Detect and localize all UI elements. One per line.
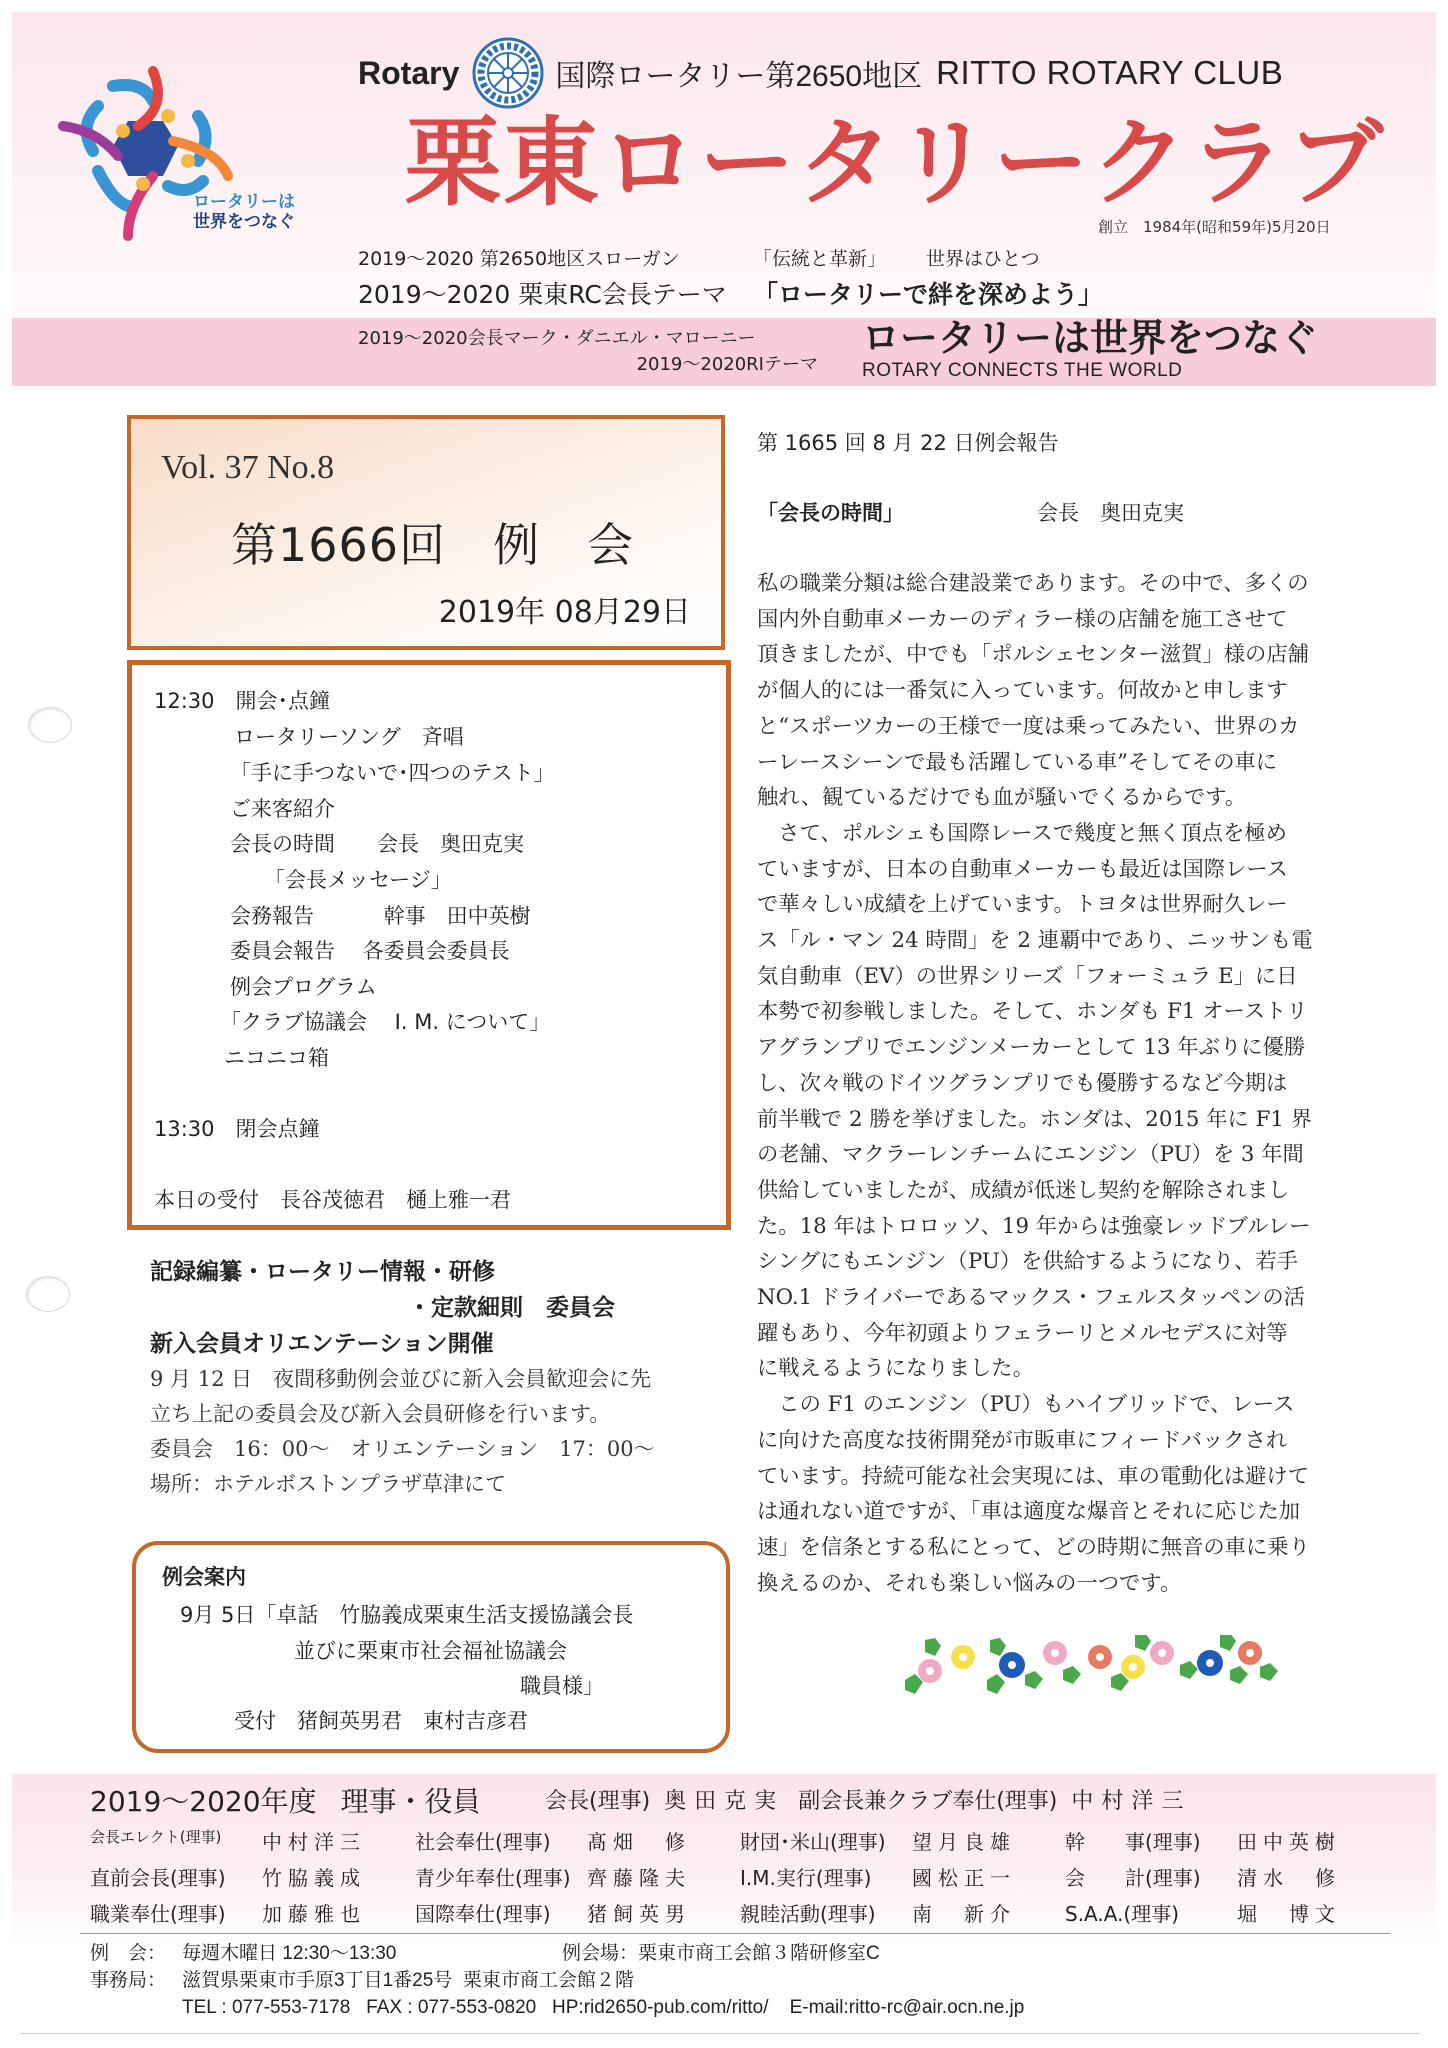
volume-number: Vol. 37 No.8 bbox=[161, 449, 335, 486]
officer-role: 青少年奉仕(理事) bbox=[415, 1865, 571, 1890]
report-line: の老舗、マクラーレンチームにエンジン（PU）を 3 年間 bbox=[757, 1142, 1304, 1168]
officer-role: 副会長兼クラブ奉仕(理事) bbox=[798, 1789, 1058, 1814]
officer-entry bbox=[90, 1898, 415, 1927]
committee-notice bbox=[150, 1254, 730, 1502]
officer-role: 社会奉仕(理事) bbox=[415, 1829, 551, 1854]
officer-name: 中村洋三 bbox=[1071, 1789, 1192, 1814]
logo-caption-line1: ロータリーは bbox=[193, 192, 295, 212]
punch-hole bbox=[28, 707, 72, 743]
ri-president: 2019～2020会長マーク・ダニエル・マローニー bbox=[358, 328, 756, 349]
guide-title: 例会案内 bbox=[162, 1565, 246, 1589]
divider bbox=[20, 2033, 1420, 2034]
report-subheading bbox=[757, 497, 1184, 527]
meeting-value: 毎週木曜日 12:30～13:30 bbox=[182, 1943, 397, 1964]
club-name-en: RITTO ROTARY CLUB bbox=[936, 54, 1284, 91]
report-body bbox=[757, 566, 1372, 1601]
officer-name: 南 新介 bbox=[912, 1901, 1016, 1926]
committee-text: 9 月 12 日 夜間移動例会並びに新入会員歓迎会に先 bbox=[150, 1367, 652, 1391]
section-title: 「会長の時間」 bbox=[757, 501, 904, 525]
committee-text: 立ち上記の委員会及び新入会員研修を行います。 bbox=[150, 1402, 611, 1426]
report-line: 気自動車（EV）の世界シリーズ「フォーミュラ E」に日 bbox=[757, 963, 1298, 989]
office-label: 事務局： bbox=[90, 1970, 167, 1991]
program-row: ご来客紹介 bbox=[230, 797, 335, 821]
speaker: 会長 奥田克実 bbox=[1037, 501, 1184, 525]
officer-entry bbox=[740, 1862, 1065, 1891]
program-box bbox=[127, 660, 731, 1230]
contact-row bbox=[90, 1994, 1024, 2021]
committee-heading: ・定款細則 委員会 bbox=[408, 1295, 615, 1321]
venue-value: 栗東市商工会館３階研修室C bbox=[638, 1943, 880, 1964]
office-value: 滋賀県栗東市手原3丁目1番25号 栗東市商工会館２階 bbox=[182, 1970, 634, 1991]
club-identity-line bbox=[358, 36, 1283, 110]
ri-theme-jp: ロータリーは世界をつなぐ bbox=[862, 316, 1319, 360]
district-slogan-value2: 世界はひとつ bbox=[926, 248, 1040, 270]
report-line: 私の職業分類は総合建設業であります。その中で、多くの bbox=[757, 571, 1309, 596]
officers-row bbox=[90, 1858, 1390, 1894]
club-title: 栗東ロータリークラブ bbox=[405, 107, 1385, 219]
officer-name: 國松正一 bbox=[912, 1865, 1016, 1890]
report-line: 頂きましたが、中でも「ポルシェセンター滋賀」様の店舗 bbox=[757, 642, 1309, 668]
issue-box bbox=[127, 415, 725, 650]
officer-role: 国際奉仕(理事) bbox=[415, 1901, 551, 1926]
report-line: 触れ、観ているだけでも血が騒いでくるからです。 bbox=[757, 785, 1247, 811]
logo-caption-line2: 世界をつなぐ bbox=[193, 212, 295, 232]
program-row: 会務報告 幹事 田中英樹 bbox=[230, 904, 531, 928]
officer-entry bbox=[90, 1862, 415, 1891]
program-row: ニコニコ箱 bbox=[224, 1046, 329, 1070]
report-line: に戦えるようになりました。 bbox=[757, 1356, 1034, 1382]
program-row: 「会長メッセージ」 bbox=[264, 868, 452, 892]
guide-reception: 受付 猪飼英男君 東村吉彦君 bbox=[234, 1709, 528, 1733]
officer-name: 望月良雄 bbox=[912, 1829, 1016, 1854]
officer-role: 直前会長(理事) bbox=[90, 1865, 226, 1890]
report-line: アグランプリでエンジンメーカーとして 13 年ぶりに優勝 bbox=[757, 1035, 1306, 1061]
guide-line: 並びに栗東市社会福祉協議会 bbox=[294, 1639, 567, 1663]
officer-role: I.M.実行(理事) bbox=[740, 1865, 872, 1890]
report-line: 前半戦で 2 勝を挙げました。ホンダは、2015 年に F1 界 bbox=[757, 1106, 1313, 1132]
committee-text: 委員会 16：00～ オリエンテーション 17：00～ bbox=[150, 1437, 655, 1461]
report-line: ていますが、日本の自動車メーカーも最近は国際レース bbox=[757, 856, 1288, 882]
program-row: 「手に手つないで･四つのテスト」 bbox=[230, 761, 555, 785]
committee-text: 場所：ホテルボストンプラザ草津にて bbox=[150, 1472, 506, 1496]
district-slogan-label: 2019～2020 第2650地区スローガン bbox=[358, 248, 680, 270]
district-slogan-row bbox=[358, 244, 1040, 271]
meeting-guide-box bbox=[132, 1541, 730, 1753]
officer-name: 清水 修 bbox=[1237, 1865, 1341, 1890]
reception-row: 本日の受付 長谷茂徳君 樋上雅一君 bbox=[154, 1188, 511, 1212]
president-theme-value: 「ロータリーで絆を深めよう」 bbox=[753, 280, 1104, 309]
officer-name: 髙畑 修 bbox=[587, 1829, 691, 1854]
program-row: 会長の時間 会長 奥田克実 bbox=[230, 832, 524, 856]
ri-president-block bbox=[358, 326, 818, 378]
report-line: 本勢で初参戦しました。そして、ホンダも F1 オーストリ bbox=[757, 999, 1308, 1025]
guide-line: 9月 5日「卓話 竹脇義成栗東生活支援協議会長 bbox=[180, 1603, 634, 1627]
officer-name: 竹脇義成 bbox=[262, 1865, 366, 1890]
report-line: シングにもエンジン（PU）を供給するようになり、若手 bbox=[757, 1249, 1299, 1275]
report-line: は通れない道ですが、「車は適度な爆音とそれに応じた加 bbox=[757, 1499, 1301, 1525]
report-line: と“スポーツカーの王様で一度は乗ってみたい、世界のカ bbox=[757, 713, 1300, 739]
report-line: た。18 年はトロロッソ、19 年からは強豪レッドブルレー bbox=[757, 1213, 1311, 1239]
officer-name: 猪飼英男 bbox=[587, 1901, 691, 1926]
officer-role: 会 計(理事) bbox=[1065, 1865, 1201, 1890]
officer-role: 親睦活動(理事) bbox=[740, 1901, 876, 1926]
office-row bbox=[90, 1967, 1024, 1994]
officer-name: 奥田克実 bbox=[664, 1789, 785, 1814]
officer-entry bbox=[1065, 1862, 1390, 1891]
report-line: この F1 のエンジン（PU）もハイブリッドで、レース bbox=[757, 1392, 1295, 1418]
founded-date: 創立 1984年(昭和59年)5月20日 bbox=[1098, 218, 1331, 236]
report-line: 速」を信条とする私にとって、どの時期に無音の車に乗り bbox=[757, 1534, 1310, 1560]
report-line: で華々しい成績を上げています。トヨタは世界耐久レー bbox=[757, 892, 1288, 918]
officer-role: 幹 事(理事) bbox=[1065, 1829, 1201, 1854]
officer-name: 堀 博文 bbox=[1237, 1901, 1341, 1926]
report-line: ーレースシーンで最も活躍している車”そしてその車に bbox=[757, 749, 1278, 775]
officer-entry bbox=[415, 1898, 740, 1927]
officer-entry bbox=[1065, 1826, 1390, 1855]
program-row: 13:30 閉会点鐘 bbox=[154, 1117, 320, 1141]
officers-row bbox=[90, 1894, 1390, 1930]
district-name: 国際ロータリー第2650地区 bbox=[555, 60, 923, 93]
meeting-number: 第1666回 例 会 bbox=[231, 518, 635, 572]
officer-name: 田中英樹 bbox=[1237, 1829, 1341, 1854]
ri-theme-en: ROTARY CONNECTS THE WORLD bbox=[862, 360, 1183, 381]
officers-grid bbox=[90, 1822, 1390, 1930]
report-line: 供給していましたが、成績が低迷し契約を解除されまし bbox=[757, 1177, 1290, 1203]
club-contact-info bbox=[90, 1940, 1024, 2021]
officer-role: 会長(理事) bbox=[545, 1789, 651, 1814]
officer-name: 加藤雅也 bbox=[262, 1901, 366, 1926]
officer-role: 財団･米山(理事) bbox=[740, 1829, 886, 1854]
rotary-wheel-icon bbox=[471, 36, 545, 110]
officer-entry bbox=[740, 1898, 1065, 1927]
report-line: 国内外自動車メーカーのディラー様の店舗を施工させて bbox=[757, 606, 1288, 632]
program-row: ロータリーソング 斉唱 bbox=[234, 725, 464, 749]
district-slogan-value1: 「伝統と革新」 bbox=[753, 248, 887, 270]
officer-entry bbox=[415, 1826, 740, 1855]
meeting-date: 2019年 08月29日 bbox=[438, 595, 691, 630]
officer-name: 中村洋三 bbox=[262, 1829, 366, 1854]
divider bbox=[80, 1933, 1390, 1934]
venue-label: 例会場： bbox=[562, 1943, 639, 1964]
report-line: が個人的には一番気に入っています。何故かと申します bbox=[757, 678, 1288, 704]
program-row: 「クラブ協議会 I. M. について」 bbox=[220, 1010, 551, 1034]
ri-theme bbox=[862, 316, 1318, 382]
officers-top-row bbox=[545, 1784, 1191, 1815]
report-line: 躍もあり、今年初頭よりフェラーリとメルセデスに対等 bbox=[757, 1320, 1288, 1346]
guide-line: 職員様」 bbox=[520, 1674, 604, 1698]
committee-heading: 記録編纂・ロータリー情報・研修 bbox=[150, 1259, 495, 1285]
officer-entry bbox=[740, 1826, 1065, 1855]
rotary-wordmark: Rotary bbox=[358, 54, 460, 91]
officers-title bbox=[90, 1780, 481, 1820]
officer-role: 会長エレクト(理事) bbox=[90, 1827, 222, 1846]
program-row: 例会プログラム bbox=[230, 975, 377, 999]
program-row: 委員会報告 各委員会委員長 bbox=[230, 939, 510, 963]
logo-caption bbox=[193, 192, 295, 232]
program-row: 12:30 開会･点鐘 bbox=[154, 689, 331, 713]
report-line: 換えるのか、それも楽しい悩みの一つです。 bbox=[757, 1570, 1182, 1596]
punch-hole bbox=[26, 1276, 70, 1312]
officer-entry bbox=[1065, 1898, 1390, 1927]
president-theme-label: 2019～2020 栗東RC会長テーマ bbox=[358, 280, 727, 309]
report-line: NO.1 ドライバーであるマックス・フェルスタッペンの活 bbox=[757, 1285, 1305, 1311]
officers-row bbox=[90, 1822, 1390, 1858]
orientation-heading: 新入会員オリエンテーション開催 bbox=[150, 1331, 494, 1357]
president-theme-row bbox=[358, 275, 1143, 311]
officer-name: 齊藤隆夫 bbox=[587, 1865, 691, 1890]
report-line: し、次々戦のドイツグランプリでも優勝するなど今期は bbox=[757, 1070, 1288, 1096]
report-line: さて、ポルシェも国際レースで幾度と無く頂点を極め bbox=[757, 820, 1287, 846]
contact-details: TEL : 077-553-7178 FAX : 077-553-0820 HP:rid2650-pub.com/ritto/ E-mail:ritto-rc@air.ocn.ne.jp bbox=[182, 1997, 1025, 2018]
meeting-label: 例 会： bbox=[90, 1943, 167, 1964]
report-line: ス「ル・マン 24 時間」を 2 連覇中であり、ニッサンも電 bbox=[757, 928, 1313, 954]
report-line: に向けた高度な技術開発が市販車にフィードバックされ bbox=[757, 1427, 1288, 1453]
meeting-schedule-row bbox=[90, 1940, 1024, 1967]
officers-heading: 理事・役員 bbox=[340, 1785, 481, 1818]
flower-decoration-icon bbox=[895, 1635, 1325, 1705]
officer-role: S.A.A.(理事) bbox=[1065, 1901, 1180, 1926]
officer-entry bbox=[415, 1862, 740, 1891]
officer-entry bbox=[90, 1826, 415, 1855]
report-heading: 第 1665 回 8 月 22 日例会報告 bbox=[757, 431, 1059, 455]
officer-role: 職業奉仕(理事) bbox=[90, 1901, 226, 1926]
ri-theme-label: 2019～2020RIテーマ bbox=[636, 354, 818, 375]
officers-year: 2019～2020年度 bbox=[90, 1785, 317, 1818]
report-line: ています。持続可能な社会実現には、車の電動化は避けて bbox=[757, 1463, 1310, 1489]
